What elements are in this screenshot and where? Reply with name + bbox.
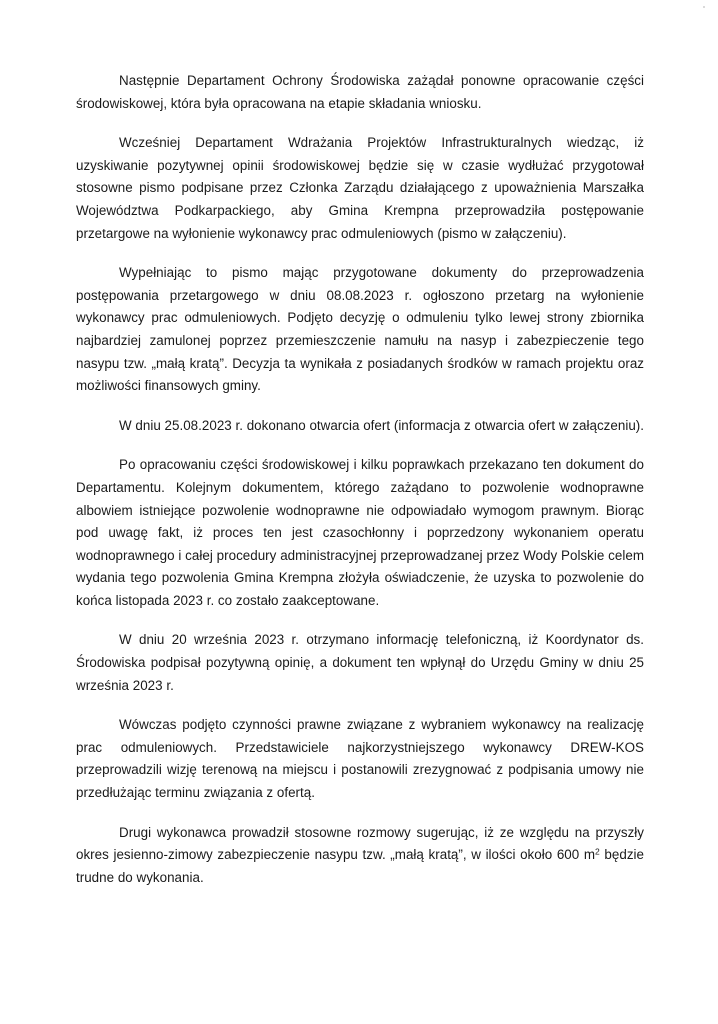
- square-meter-superscript: 2: [595, 846, 600, 857]
- scan-speck: [703, 6, 705, 8]
- paragraph-offer-opening: W dniu 25.08.2023 r. dokonano otwarcia ofert (informacja z otwarcia ofert w załączeniu).: [119, 417, 645, 433]
- paragraph-water-permit: Po opracowaniu części środowiskowej i kilku poprawkach przekazano ten dokument do Departamentu. Kolejnym dokumentem, którego zażądano to pozwolenie wodnoprawne albowiem istniejące pozwolenie wodnoprawne nie odpowiadało wymogom prawnym. Biorąc pod uwagę fakt, iż proces ten jest czasochłonny i poprzedzony wykonaniem operatu wodnoprawnego i całej procedury administracyjnej przeprowadzanej przez Wody Polskie celem wydania tego pozwolenia Gmina Krempna złożyła oświadczenie, że uzyska to pozwolenie do końca listopada 2023 r. co zostało zaakceptowane.: [76, 457, 644, 608]
- document-body: [76, 70, 644, 906]
- paragraph-text-start: Drugi wykonawca prowadził stosowne rozmowy sugerując, iż ze względu na przyszły okres jesienno-zimowy zabezpieczenie nasypu tzw. „małą kratą”, w ilości około 600 m: [76, 824, 644, 863]
- paragraph-second-contractor: [76, 822, 644, 890]
- paragraph-positive-opinion: W dniu 20 września 2023 r. otrzymano informację telefoniczną, iż Koordynator ds. Środowiska podpisał pozytywną opinię, a dokument ten wpłynął do Urzędu Gminy w dniu 25 września 2023 r.: [76, 632, 644, 693]
- paragraph-text-end: będzie trudne do wykonania.: [76, 847, 644, 885]
- paragraph-tender-authorization: Wcześniej Departament Wdrażania Projektów Infrastrukturalnych wiedząc, iż uzyskiwanie pozytywnej opinii środowiskowej będzie się w czasie wydłużać przygotował stosowne pismo podpisane przez Członka Zarządu działającego z upoważnienia Marszałka Województwa Podkarpackiego, aby Gmina Krempna przeprowadziła postępowanie przetargowe na wyłonienie wykonawcy prac odmuleniowych (pismo w załączeniu).: [76, 135, 644, 241]
- paragraph-environment-request: Następnie Departament Ochrony Środowiska zażądał ponowne opracowanie części środowiskowej, która była opracowana na etapie składania wniosku.: [76, 73, 644, 111]
- paragraph-contractor-resignation: Wówczas podjęto czynności prawne związane z wybraniem wykonawcy na realizację prac odmuleniowych. Przedstawiciele najkorzystniejszego wykonawcy DREW-KOS przeprowadzili wizję terenową na miejscu i postanowili zrezygnować z podpisania umowy nie przedłużając terminu związania z ofertą.: [76, 717, 644, 801]
- paragraph-tender-announcement: Wypełniając to pismo mając przygotowane dokumenty do przeprowadzenia postępowania przetargowego w dniu 08.08.2023 r. ogłoszono przetarg na wyłonienie wykonawcy prac odmuleniowych. Podjęto decyzję o odmuleniu tylko lewej strony zbiornika najbardziej zamulonej poprzez przemieszczenie namułu na nasyp i zabezpieczenie tego nasypu tzw. „małą kratą”. Decyzja ta wynikała z posiadanych środków w ramach projektu oraz możliwości finansowych gminy.: [76, 265, 644, 394]
